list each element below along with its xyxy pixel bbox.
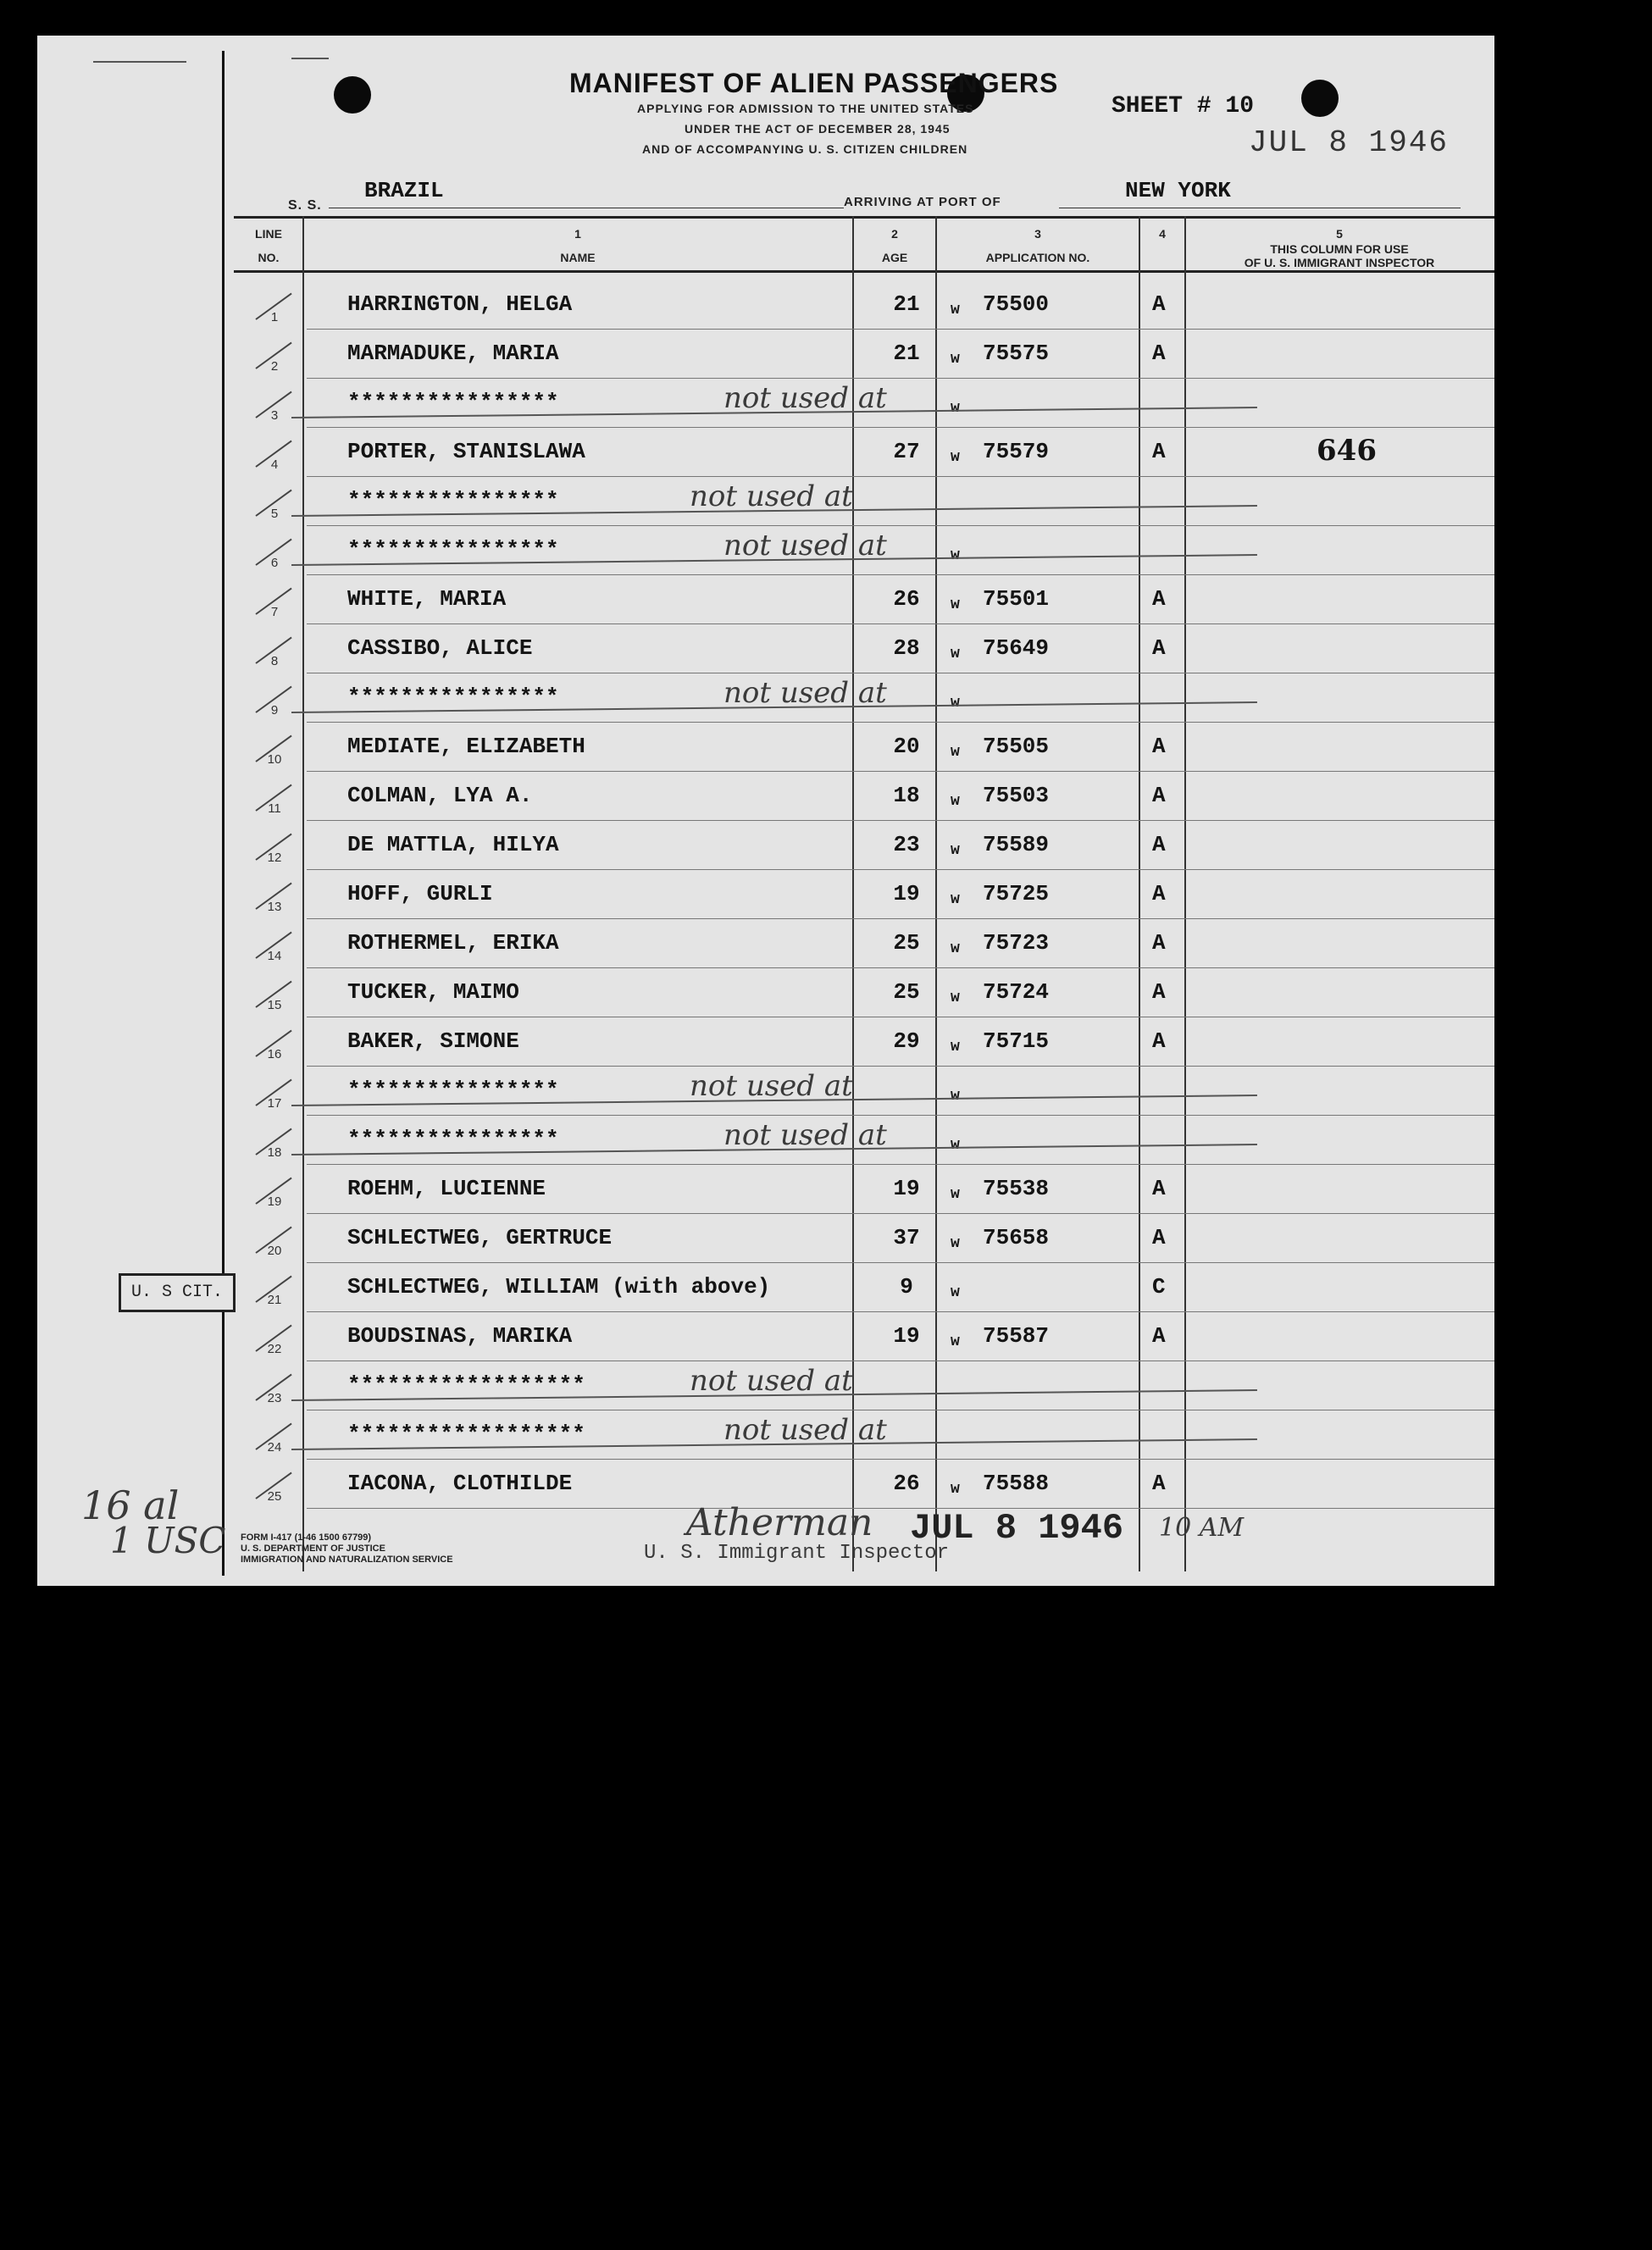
row-line-number: 3 [270,408,279,423]
manifest-page [37,36,1494,1586]
row-name: **************** [347,537,559,562]
row-age: 23 [893,832,920,857]
form-number: FORM I-417 (1-46 1500 67799) [241,1532,372,1543]
row-rule [307,820,1494,821]
row-w-prefix: w [951,547,960,564]
binding-line [222,51,225,1576]
row-name: HOFF, GURLI [347,881,493,906]
row-w-prefix: w [951,1088,960,1105]
header-line-1: APPLYING FOR ADMISSION TO THE UNITED STATES [637,102,974,115]
row-w-prefix: w [951,1333,960,1350]
table-header-rule [234,270,1494,273]
col-name-label: NAME [560,251,596,264]
margin-note-1: 16 al [81,1482,180,1528]
row-age: 18 [893,783,920,808]
manifest-title: MANIFEST OF ALIEN PASSENGERS [569,68,1059,98]
row-application-number: 75503 [983,783,1050,808]
col-app-label: APPLICATION NO. [985,251,1090,264]
sheet-number: SHEET # 10 [1111,93,1255,119]
row-w-prefix: w [951,1137,960,1154]
row-w-prefix: w [951,646,960,662]
corner-mark [93,61,186,63]
row-application-number: 75715 [983,1028,1050,1054]
col-class-number: 4 [1159,227,1166,241]
row-class: C [1152,1274,1166,1300]
row-w-prefix: w [951,1235,960,1252]
row-line-number: 18 [267,1145,282,1160]
row-handwritten-note: not used at [723,529,887,562]
column-divider-age [935,216,937,1571]
inspector-note: 646 [1317,434,1377,468]
row-name: PORTER, STANISLAWA [347,439,585,464]
service: IMMIGRATION AND NATURALIZATION SERVICE [241,1554,453,1565]
date-stamp: JUL 8 1946 [1249,125,1450,160]
row-name: TUCKER, MAIMO [347,979,519,1005]
row-name: ROTHERMEL, ERIKA [347,930,559,956]
row-rule [307,1115,1494,1116]
row-application-number: 75723 [983,930,1050,956]
row-line-number: 9 [270,703,279,718]
row-class: A [1152,930,1166,956]
row-class: A [1152,439,1166,464]
row-line-number: 17 [267,1096,282,1111]
column-divider-class [1184,216,1186,1571]
row-application-number: 75588 [983,1471,1050,1496]
row-line-number: 4 [270,457,279,472]
row-age: 19 [893,881,920,906]
row-name: ****************** [347,1372,585,1398]
row-application-number: 75587 [983,1323,1050,1349]
table-top-rule [234,216,1494,219]
row-w-prefix: w [951,793,960,810]
col-line-no-label: NO. [258,251,280,264]
col-inspector-label-1: THIS COLUMN FOR USE [1270,242,1409,256]
row-line-number: 21 [267,1293,282,1307]
row-rule [307,1262,1494,1263]
row-rule [307,1066,1494,1067]
row-name: **************** [347,1127,559,1152]
row-line-number: 1 [270,310,279,324]
row-w-prefix: w [951,1039,960,1056]
col-line-label: LINE [255,227,282,241]
row-age: 29 [893,1028,920,1054]
row-handwritten-note: not used at [723,676,887,710]
col-inspector-number: 5 [1336,227,1343,241]
row-line-number: 14 [267,949,282,963]
row-age: 25 [893,930,920,956]
row-application-number: 75505 [983,734,1050,759]
row-name: SCHLECTWEG, GERTRUCE [347,1225,613,1250]
row-name: IACONA, CLOTHILDE [347,1471,573,1496]
row-age: 19 [893,1323,920,1349]
row-line-number: 2 [270,359,279,374]
corner-mark [291,58,329,59]
row-name: BAKER, SIMONE [347,1028,519,1054]
row-age: 26 [893,1471,920,1496]
port-name: NEW YORK [1125,178,1231,203]
row-class: A [1152,1323,1166,1349]
row-rule [307,329,1494,330]
row-rule [307,1508,1494,1509]
row-w-prefix: w [951,1481,960,1498]
row-name: SCHLECTWEG, WILLIAM (with above) [347,1274,771,1300]
row-handwritten-note: not used at [723,1118,887,1152]
row-age: 27 [893,439,920,464]
row-rule [307,574,1494,575]
row-rule [307,722,1494,723]
row-application-number: 75725 [983,881,1050,906]
row-w-prefix: w [951,449,960,466]
row-rule [307,869,1494,870]
col-inspector-label-2: OF U. S. IMMIGRANT INSPECTOR [1244,256,1435,269]
row-rule [307,1311,1494,1312]
row-application-number: 75501 [983,586,1050,612]
row-class: A [1152,783,1166,808]
row-name: WHITE, MARIA [347,586,507,612]
row-rule [307,525,1494,526]
col-name-number: 1 [574,227,581,241]
ss-label: S. S. [288,198,322,213]
row-w-prefix: w [951,1186,960,1203]
row-w-prefix: w [951,1284,960,1301]
row-w-prefix: w [951,400,960,417]
form-info [241,1532,453,1566]
row-w-prefix: w [951,989,960,1006]
col-name-header [307,227,849,264]
row-line-number: 8 [270,654,279,668]
row-age: 9 [900,1274,913,1300]
col-inspector-header [1188,227,1491,269]
row-class: A [1152,341,1166,366]
row-line-number: 5 [270,507,279,521]
row-w-prefix: w [951,351,960,368]
col-age-label: AGE [881,251,908,264]
row-line-number: 15 [267,998,282,1012]
row-name: ****************** [347,1421,585,1447]
port-label: ARRIVING AT PORT OF [844,195,1001,209]
col-class-header [1142,227,1183,241]
row-class: A [1152,291,1166,317]
row-class: A [1152,979,1166,1005]
row-line-number: 23 [267,1391,282,1405]
header-line-3: AND OF ACCOMPANYING U. S. CITIZEN CHILDREN [642,142,968,156]
row-rule [307,771,1494,772]
row-line-number: 7 [270,605,279,619]
row-w-prefix: w [951,302,960,319]
col-app-number: 3 [1034,227,1041,241]
bottom-date-stamp: JUL 8 1946 [910,1508,1124,1549]
row-line-number: 24 [267,1440,282,1455]
department: U. S. DEPARTMENT OF JUSTICE [241,1543,385,1554]
row-name: **************** [347,684,559,710]
row-handwritten-note: not used at [723,1413,887,1447]
row-name: **************** [347,390,559,415]
row-class: A [1152,881,1166,906]
row-line-number: 6 [270,556,279,570]
row-name: DE MATTLA, HILYA [347,832,559,857]
row-name: ROEHM, LUCIENNE [347,1176,546,1201]
row-application-number: 75579 [983,439,1050,464]
time-note: 10 AM [1159,1513,1245,1543]
row-application-number: 75658 [983,1225,1050,1250]
row-rule [307,1164,1494,1165]
row-name: HARRINGTON, HELGA [347,291,573,317]
row-class: A [1152,1028,1166,1054]
header-line-2: UNDER THE ACT OF DECEMBER 28, 1945 [685,122,951,136]
row-name: **************** [347,488,559,513]
punch-hole [1301,80,1339,117]
row-handwritten-note: not used at [690,479,853,513]
row-rule [307,918,1494,919]
row-application-number: 75589 [983,832,1050,857]
row-age: 28 [893,635,920,661]
row-class: A [1152,832,1166,857]
row-class: A [1152,1471,1166,1496]
ship-name: BRAZIL [364,178,444,203]
row-w-prefix: w [951,842,960,859]
row-w-prefix: w [951,891,960,908]
row-application-number: 75575 [983,341,1050,366]
inspector-label: U. S. Immigrant Inspector [644,1542,950,1565]
col-app-header [939,227,1137,264]
row-line-number: 19 [267,1194,282,1209]
row-application-number: 75724 [983,979,1050,1005]
row-line-number: 25 [267,1489,282,1504]
row-age: 19 [893,1176,920,1201]
row-rule [307,1459,1494,1460]
row-name: CASSIBO, ALICE [347,635,533,661]
us-citizen-stamp: U. S CIT. [119,1273,236,1312]
row-application-number: 75649 [983,635,1050,661]
row-line-number: 12 [267,851,282,865]
row-class: A [1152,586,1166,612]
row-handwritten-note: not used at [723,381,887,415]
row-line-number: 11 [268,801,281,816]
row-age: 26 [893,586,920,612]
row-line-number: 10 [267,752,282,767]
row-rule [307,378,1494,379]
row-name: MEDIATE, ELIZABETH [347,734,585,759]
row-application-number: 75500 [983,291,1050,317]
row-handwritten-note: not used at [690,1069,853,1103]
row-w-prefix: w [951,940,960,957]
row-age: 37 [893,1225,920,1250]
row-name: BOUDSINAS, MARIKA [347,1323,573,1349]
row-w-prefix: w [951,596,960,613]
column-divider-app [1139,216,1140,1571]
row-rule [307,427,1494,428]
row-class: A [1152,635,1166,661]
row-age: 21 [893,341,920,366]
row-w-prefix: w [951,695,960,712]
row-w-prefix: w [951,744,960,761]
row-line-number: 20 [267,1244,282,1258]
row-handwritten-note: not used at [690,1364,853,1398]
column-divider-line [302,216,304,1571]
margin-note-2: 1 USC [110,1520,226,1561]
row-name: COLMAN, LYA A. [347,783,533,808]
row-rule [307,967,1494,968]
row-line-number: 13 [267,900,282,914]
punch-hole [334,76,371,114]
col-age-header [856,227,934,264]
row-age: 20 [893,734,920,759]
col-age-number: 2 [891,227,898,241]
inspector-signature: Atherman [686,1501,873,1544]
row-age: 21 [893,291,920,317]
row-rule [307,476,1494,477]
row-line-number: 16 [267,1047,282,1061]
row-application-number: 75538 [983,1176,1050,1201]
row-name: **************** [347,1078,559,1103]
row-rule [307,1213,1494,1214]
row-age: 25 [893,979,920,1005]
row-class: A [1152,734,1166,759]
col-line-header [237,227,300,264]
row-rule [307,623,1494,624]
row-line-number: 22 [267,1342,282,1356]
row-name: MARMADUKE, MARIA [347,341,559,366]
row-class: A [1152,1225,1166,1250]
row-class: A [1152,1176,1166,1201]
